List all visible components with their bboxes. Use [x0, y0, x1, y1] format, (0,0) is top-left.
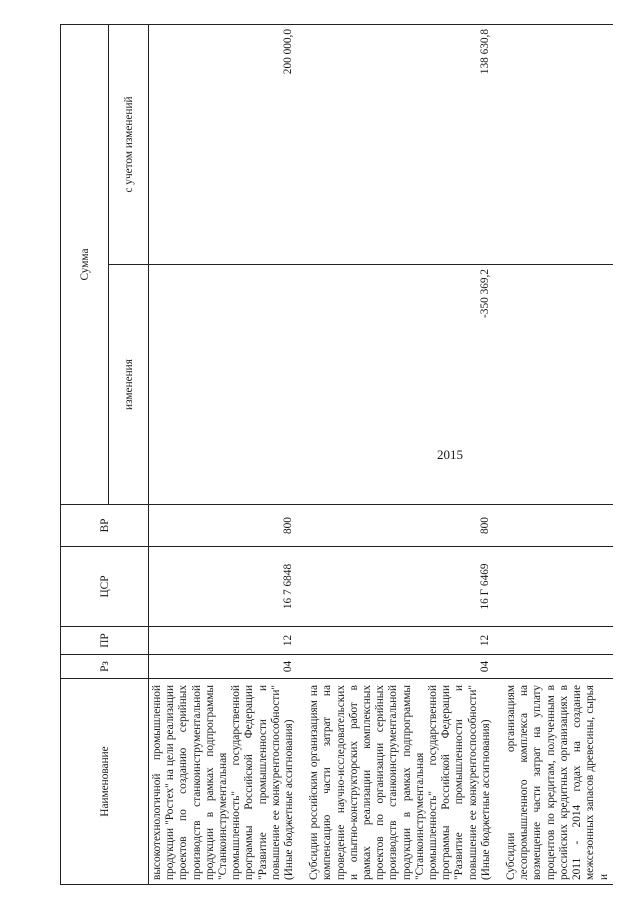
table-row [149, 25, 299, 885]
row-vr: 800 [298, 505, 495, 547]
row-rz [495, 655, 613, 679]
header-pr: ПР [61, 627, 149, 655]
row-with-changes [495, 25, 613, 265]
header-changes: изменения [109, 265, 149, 505]
row-csr [495, 547, 613, 627]
row-pr: 12 [298, 627, 495, 655]
header-rz: Рз [61, 655, 149, 679]
row-with-changes: 200 000,0 [149, 25, 299, 265]
header-with-changes: с учетом изменений [109, 25, 149, 265]
table-row [495, 25, 613, 885]
row-vr: 800 [149, 505, 299, 547]
page-number: 2015 [437, 447, 463, 462]
row-name: Субсидии российским организациям на компенсацию части затрат на проведение научно-исследовательских и опытно-конструкторских работ в рамках реализации комплексных проектов по организации серийных производств станкоинструментальной продукции в рамках подпрограммы "Станкоинструментальная промышленность" государственной программы Российской Федерации "Развитие промышленности и повышение ее конкурентоспособности" (Иные бюджетные ассигнования) [298, 679, 495, 885]
row-csr: 16 Г 6469 [298, 547, 495, 627]
row-with-changes: 138 630,8 [298, 25, 495, 265]
budget-table [60, 24, 613, 885]
row-pr: 12 [149, 627, 299, 655]
row-rz: 04 [298, 655, 495, 679]
row-changes: -350 369,2 [298, 265, 495, 505]
header-vr: ВР [61, 505, 149, 547]
header-sum: Сумма [61, 25, 109, 505]
table-row [298, 25, 495, 885]
row-vr [495, 505, 613, 547]
row-pr [495, 627, 613, 655]
row-changes [149, 265, 299, 505]
row-name: Субсидии организациям лесопромышленного комплекса на возмещение части затрат на уплату процентов по кредитам, полученным в российских кредитных организациях в 2011 - 2014 годах на создание межсезонных запасов древесины, сырья и [495, 679, 613, 885]
row-name: высокотехнологичной промышленной продукции "Ростех" на цели реализации проектов по созданию серийных производств станкоинструментальной продукции в рамках подпрограммы "Станкоинструментальная промышленность" государственной программы Российской Федерации "Развитие промышленности и повышение ее конкурентоспособности" (Иные бюджетные ассигнования) [149, 679, 299, 885]
row-rz: 04 [149, 655, 299, 679]
header-csr: ЦСР [61, 547, 149, 627]
row-changes [495, 265, 613, 505]
header-name: Наименование [61, 679, 149, 885]
row-csr: 16 7 6848 [149, 547, 299, 627]
